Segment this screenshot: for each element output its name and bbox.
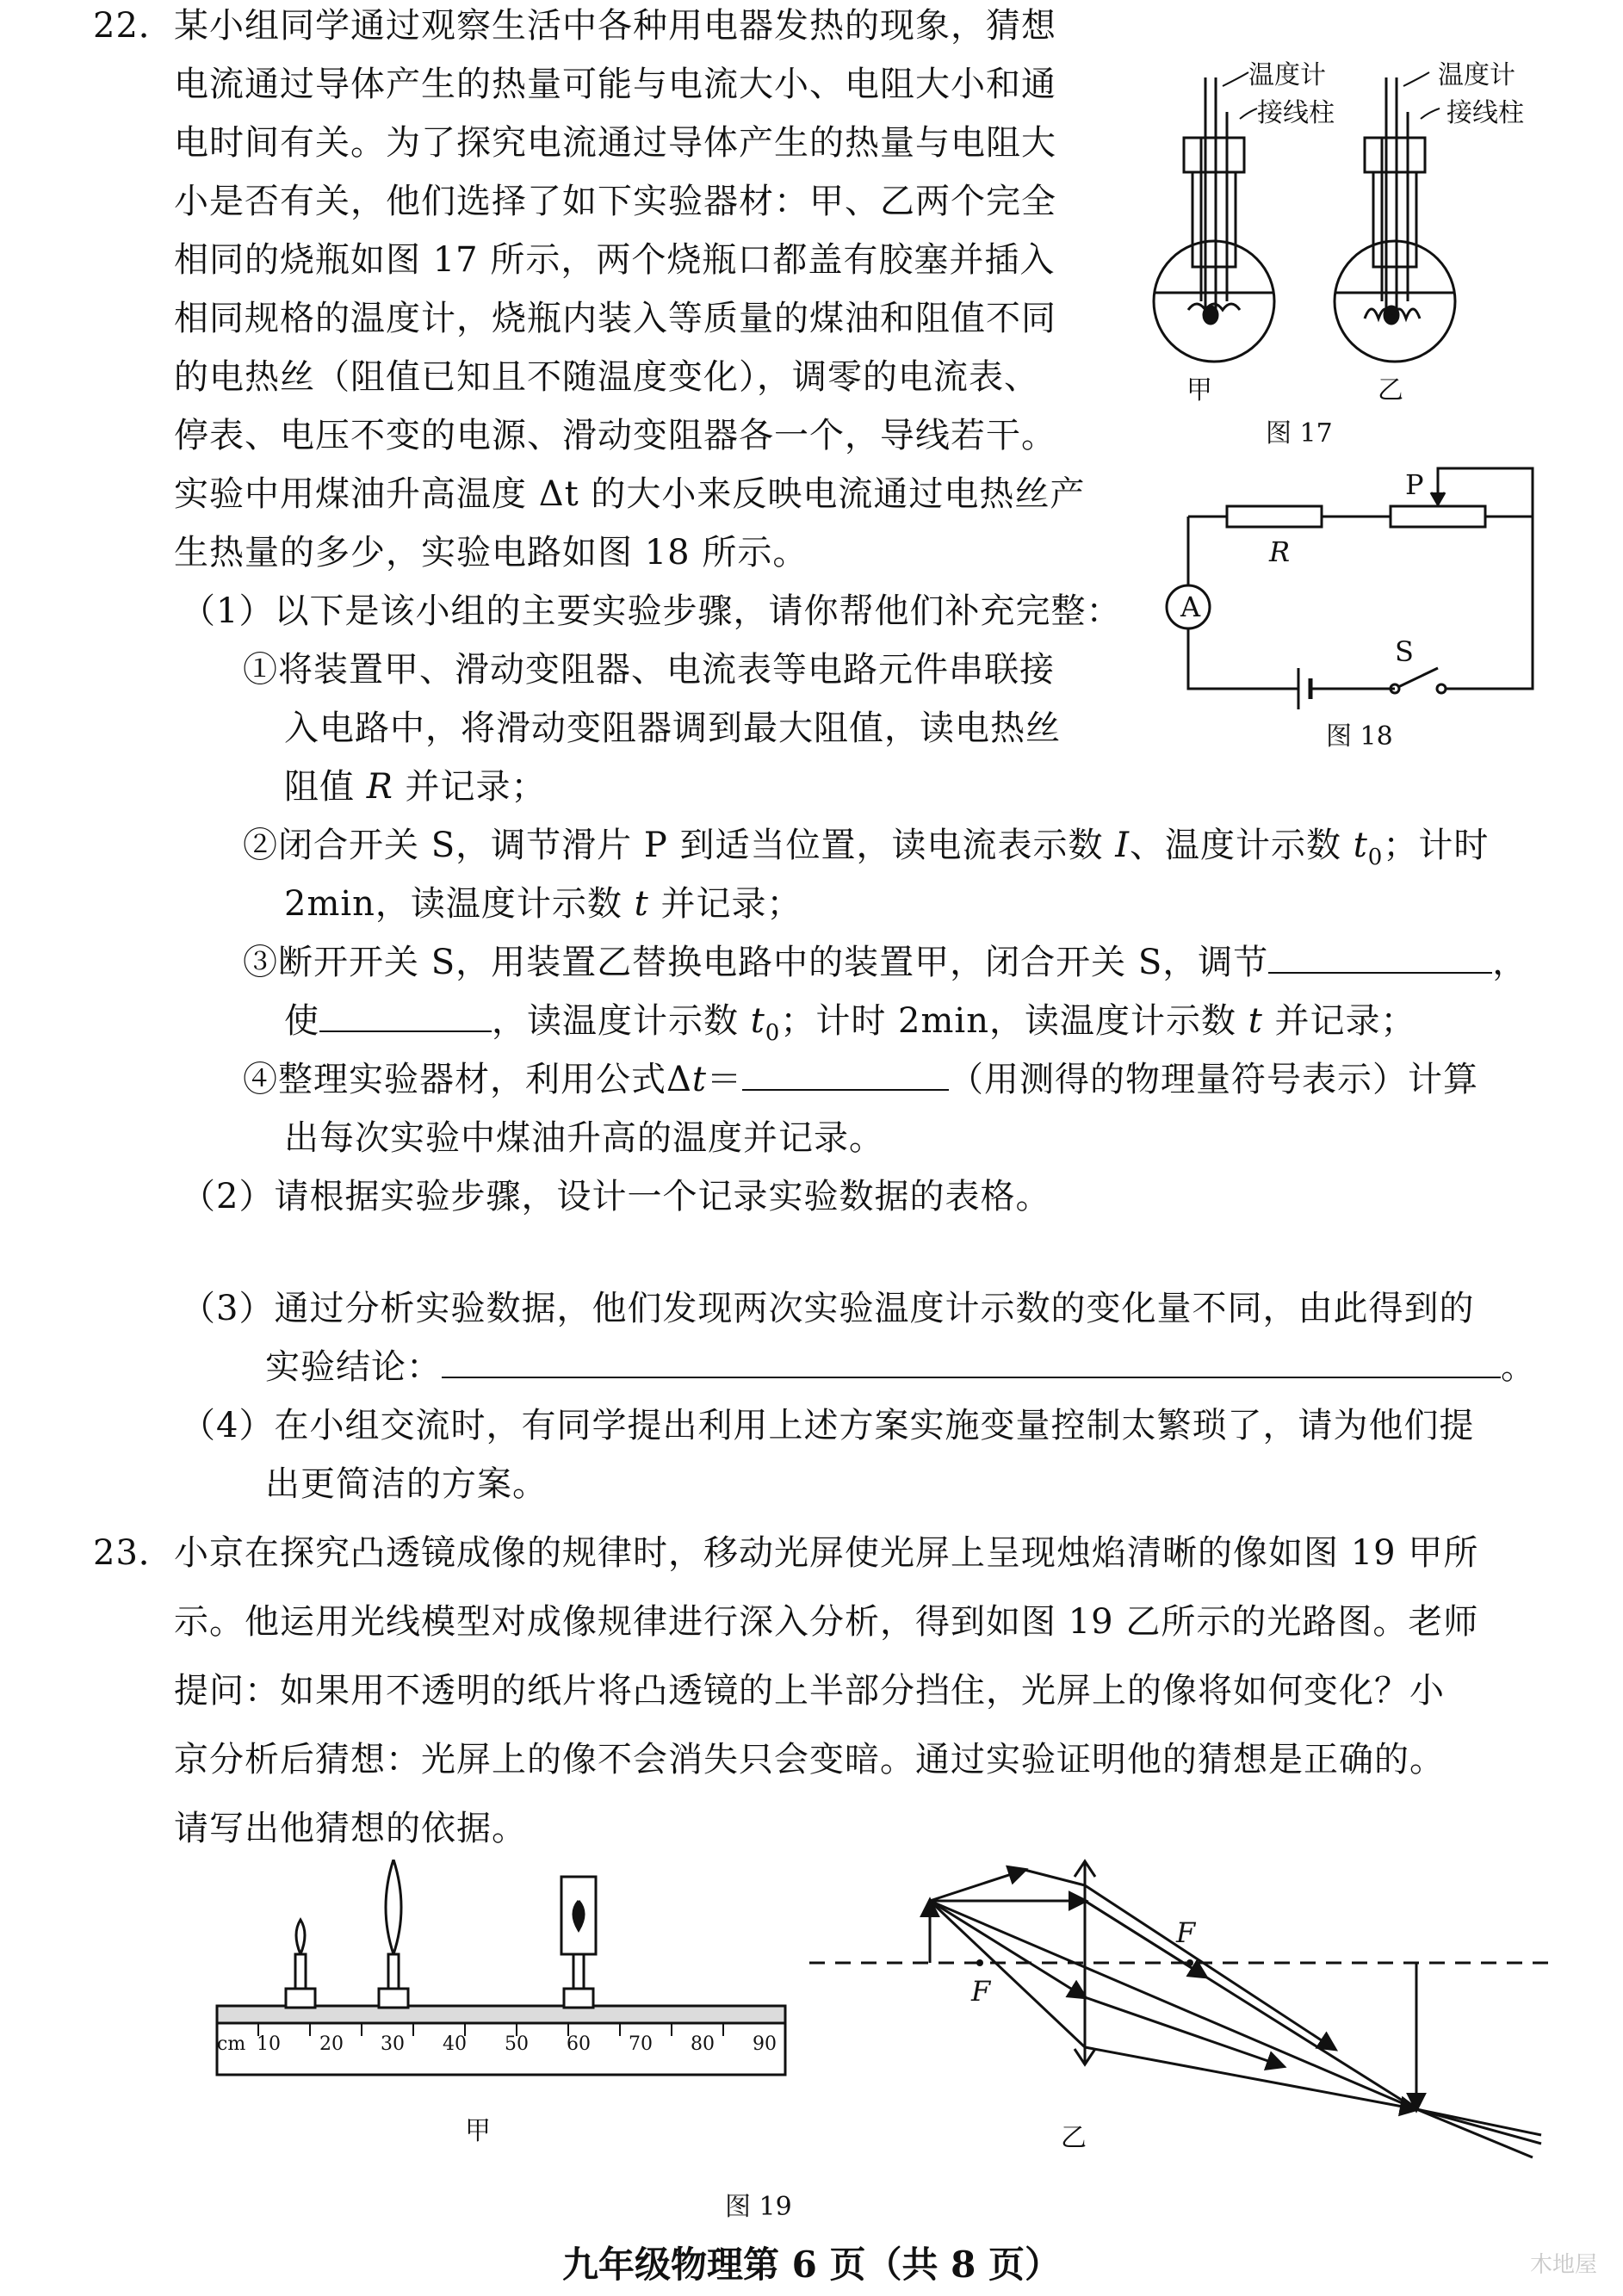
ruler-unit: cm	[217, 2033, 246, 2055]
ruler-tick-70: 70	[629, 2033, 653, 2055]
q22-part3-line-1: （3）通过分析实验数据，他们发现两次实验温度计示数的变化量不同，由此得到的	[181, 1289, 1475, 1328]
q22-step2-text-e: 并记录；	[648, 884, 802, 924]
q22-step3-text-c: 使	[284, 1001, 319, 1041]
q22-step4-text-a: ④整理实验器材，利用公式Δ	[243, 1060, 692, 1099]
fig17-label-post-a: 接线柱	[1257, 98, 1335, 128]
q22-step2-var-i: I	[1115, 826, 1130, 865]
q22-step1-text-a: 阻值	[284, 767, 367, 807]
answer-blank-make[interactable]	[319, 993, 492, 1032]
fig17-label-thermometer-a: 温度计	[1248, 60, 1326, 90]
q22-step3-text-d: ，读温度计示数	[492, 1001, 751, 1041]
q22-part2: （2）请根据实验步骤，设计一个记录实验数据的表格。	[181, 1177, 1051, 1216]
ruler-tick-60: 60	[567, 2033, 591, 2055]
flask-a	[1154, 77, 1274, 362]
q22-step4-line-1	[243, 1050, 1478, 1109]
q22-step4-line-2: 出每次实验中煤油升高的温度并记录。	[284, 1118, 884, 1158]
q22-intro-line-6: 相同规格的温度计，烧瓶内装入等质量的煤油和阻值不同	[174, 299, 1056, 338]
q22-step2-var-t2: t	[634, 884, 649, 924]
q22-part4-line-2: 出更简洁的方案。	[265, 1464, 548, 1504]
q22-part4-line-1: （4）在小组交流时，有同学提出利用上述方案实施变量控制太繁琐了，请为他们提	[181, 1406, 1475, 1445]
ruler-tick-50: 50	[505, 2033, 529, 2055]
q23-line-3: 提问：如果用不透明的纸片将凸透镜的上半部分挡住，光屏上的像将如何变化？小	[174, 1671, 1445, 1711]
q22-part3-text-a: 实验结论：	[265, 1347, 442, 1387]
q22-intro-line-5: 相同的烧瓶如图 17 所示，两个烧瓶口都盖有胶塞并插入	[174, 240, 1056, 280]
q22-step1-line-1: ①将装置甲、滑动变阻器、电流表等电路元件串联接	[243, 650, 1055, 690]
fig18-caption: 图 18	[1326, 721, 1393, 752]
figure-19b-ray-diagram	[801, 1851, 1558, 2161]
q23-number: 23．	[93, 1533, 174, 1573]
q22-step4-text-c: （用测得的物理量符号表示）计算	[948, 1060, 1478, 1099]
q22-step3-sub: 0	[765, 1020, 781, 1046]
q22-step1-line-2: 入电路中，将滑动变阻器调到最大阻值，读电热丝	[284, 709, 1061, 748]
fig19-sub-b: 乙	[1061, 2123, 1087, 2153]
q22-step4-var-t: t	[691, 1060, 707, 1099]
ruler-tick-20: 20	[319, 2033, 344, 2055]
candle-flame	[296, 1920, 305, 1954]
q22-step2-text-a: ②闭合开关 S，调节滑片 P 到适当位置，读电流表示数	[243, 826, 1116, 865]
ruler-tick-40: 40	[443, 2033, 467, 2055]
q22-intro-line-1: 某小组同学通过观察生活中各种用电器发热的现象，猜想	[174, 6, 1056, 46]
fig17-label-post-b: 接线柱	[1446, 98, 1524, 128]
q22-intro-line-10: 生热量的多少，实验电路如图 18 所示。	[174, 533, 808, 572]
ray-center	[930, 1901, 1085, 1997]
q22-intro-line-2: 电流通过导体产生的热量可能与电流大小、电阻大小和通	[174, 65, 1056, 104]
switch-s	[1398, 668, 1438, 687]
q22-step2-text-b: 、温度计示数	[1130, 826, 1354, 865]
q22-part1-title: （1）以下是该小组的主要实验步骤，请你帮他们补充完整：	[181, 591, 1122, 631]
ruler-tick-90: 90	[753, 2033, 777, 2055]
convex-lens	[386, 1860, 401, 1954]
fig19-caption: 图 19	[725, 2192, 792, 2222]
q22-step3-text-f: 并记录；	[1262, 1001, 1416, 1041]
q22-intro-line-9: 实验中用煤油升高温度 Δt 的大小来反映电流通过电热丝产	[174, 474, 1086, 514]
q22-step3-line-1	[243, 933, 1527, 992]
q22-intro-line-8: 停表、电压不变的电源、滑动变阻器各一个，导线若干。	[174, 416, 1056, 455]
q22-step1-var-r: R	[366, 767, 393, 807]
answer-blank-conclusion[interactable]	[442, 1339, 1501, 1378]
fig17-label-thermometer-b: 温度计	[1438, 60, 1515, 90]
q22-step4-text-b: ＝	[706, 1060, 742, 1099]
q22-part3-line-2	[265, 1338, 1536, 1396]
fig17-flask-b-label: 乙	[1378, 375, 1403, 405]
q23-line-1: 小京在探究凸透镜成像的规律时，移动光屏使光屏上呈现烛焰清晰的像如图 19 甲所	[174, 1533, 1479, 1573]
q22-part3-text-b: 。	[1501, 1347, 1536, 1387]
q22-step2-text-d: 2min，读温度计示数	[284, 884, 635, 924]
q22-intro-line-7: 的电热丝（阻值已知且不随温度变化），调零的电流表、	[174, 357, 1039, 397]
q22-step2-sub: 0	[1367, 845, 1384, 870]
answer-blank-adjust[interactable]	[1268, 934, 1492, 974]
resistor-r	[1227, 506, 1322, 527]
q22-step3-text-e: ；计时 2min，读温度计示数	[780, 1001, 1248, 1041]
q22-step3-var-t: t	[750, 1001, 765, 1041]
q22-intro-line-4: 小是否有关，他们选择了如下实验器材：甲、乙两个完全	[174, 182, 1056, 221]
flask-b	[1335, 77, 1455, 362]
ruler-tick-80: 80	[691, 2033, 715, 2055]
fig17-flask-a-label: 甲	[1186, 375, 1212, 405]
q23-line-2: 示。他运用光线模型对成像规律进行深入分析，得到如图 19 乙所示的光路图。老师	[174, 1602, 1479, 1642]
rheostat	[1391, 506, 1485, 527]
watermark: 木地屋	[1529, 2252, 1597, 2278]
fig17-caption: 图 17	[1266, 418, 1333, 449]
q23-line-4: 京分析后猜想：光屏上的像不会消失只会变暗。通过实验证明他的猜想是正确的。	[174, 1740, 1445, 1779]
fig18-label-r: R	[1269, 535, 1291, 568]
fig19-sub-a: 甲	[465, 2116, 491, 2146]
q22-step2-text-c: ；计时	[1383, 826, 1490, 865]
q22-number: 22．	[93, 6, 174, 46]
fig18-label-p: P	[1405, 468, 1424, 501]
ruler-tick-10: 10	[257, 2033, 281, 2055]
q22-step1-text-b: 并记录；	[393, 767, 547, 807]
q22-step1-line-3	[284, 758, 547, 816]
q22-intro-line-3: 电时间有关。为了探究电流通过导体产生的热量与电阻大	[174, 123, 1056, 163]
q22-step3-text-a: ③断开开关 S，用装置乙替换电路中的装置甲，闭合开关 S，调节	[243, 943, 1269, 982]
page-footer: 九年级物理第 6 页（共 8 页）	[562, 2243, 1061, 2286]
figure-18-circuit	[1154, 456, 1550, 715]
q22-step2-line-2	[284, 875, 802, 933]
focus-label-right: F	[1176, 1916, 1196, 1949]
fig18-label-s: S	[1395, 635, 1414, 668]
ruler-tick-30: 30	[381, 2033, 405, 2055]
q23-line-5: 请写出他猜想的依据。	[174, 1809, 527, 1848]
q22-step3-text-b: ，	[1492, 943, 1528, 982]
focus-label-left: F	[971, 1975, 991, 2008]
fig18-label-a: A	[1180, 591, 1201, 623]
q22-step3-var-t2: t	[1248, 1001, 1263, 1041]
ray-focus	[930, 1901, 1085, 2047]
q22-step2-var-t: t	[1353, 826, 1368, 865]
answer-blank-formula[interactable]	[742, 1051, 949, 1091]
